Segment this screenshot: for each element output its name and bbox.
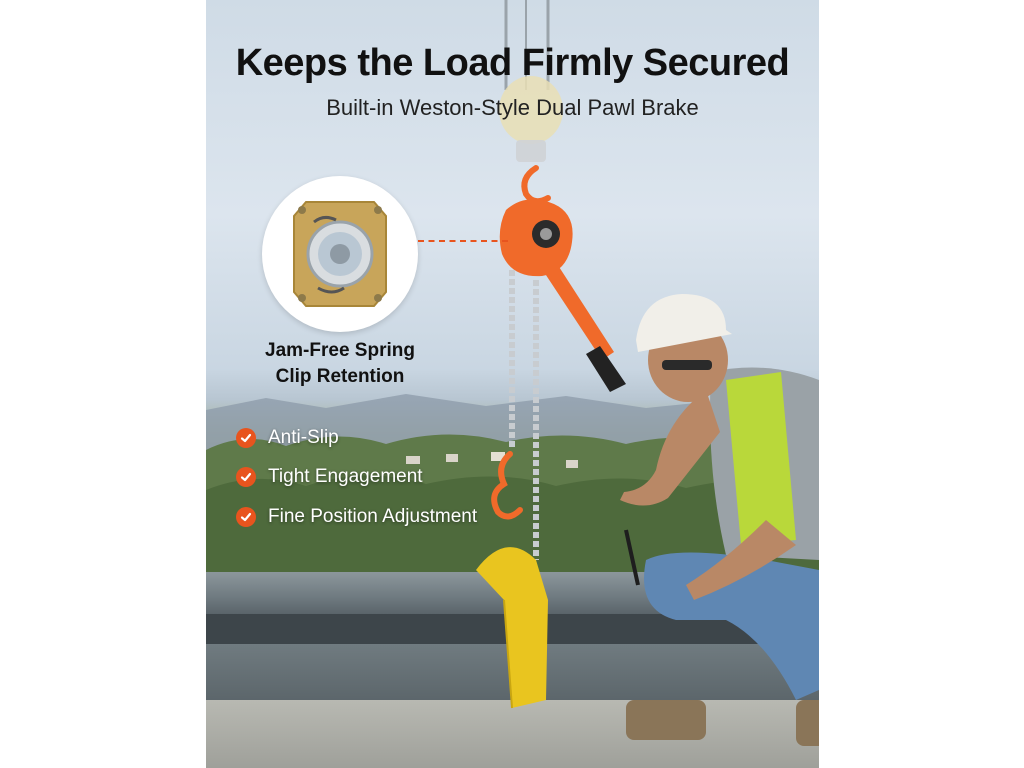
brake-plate-icon xyxy=(262,176,418,332)
feature-item xyxy=(236,504,477,530)
page-title: Keeps the Load Firmly Secured xyxy=(235,42,790,84)
callout-line xyxy=(418,240,508,242)
inset-caption xyxy=(228,338,452,390)
brake-detail-inset xyxy=(262,176,418,332)
check-icon xyxy=(236,428,256,448)
check-icon xyxy=(236,507,256,527)
product-image-panel xyxy=(206,0,819,768)
inset-caption-line1: Jam-Free Spring xyxy=(265,340,415,361)
feature-label: Tight Engagement xyxy=(268,466,423,487)
feature-label: Anti-Slip xyxy=(268,427,339,448)
page-subtitle: Built-in Weston-Style Dual Pawl Brake xyxy=(326,95,699,120)
feature-item xyxy=(236,425,339,451)
check-icon xyxy=(236,467,256,487)
feature-label: Fine Position Adjustment xyxy=(268,506,478,527)
inset-caption-line2: Clip Retention xyxy=(275,366,405,387)
feature-item xyxy=(236,464,423,490)
